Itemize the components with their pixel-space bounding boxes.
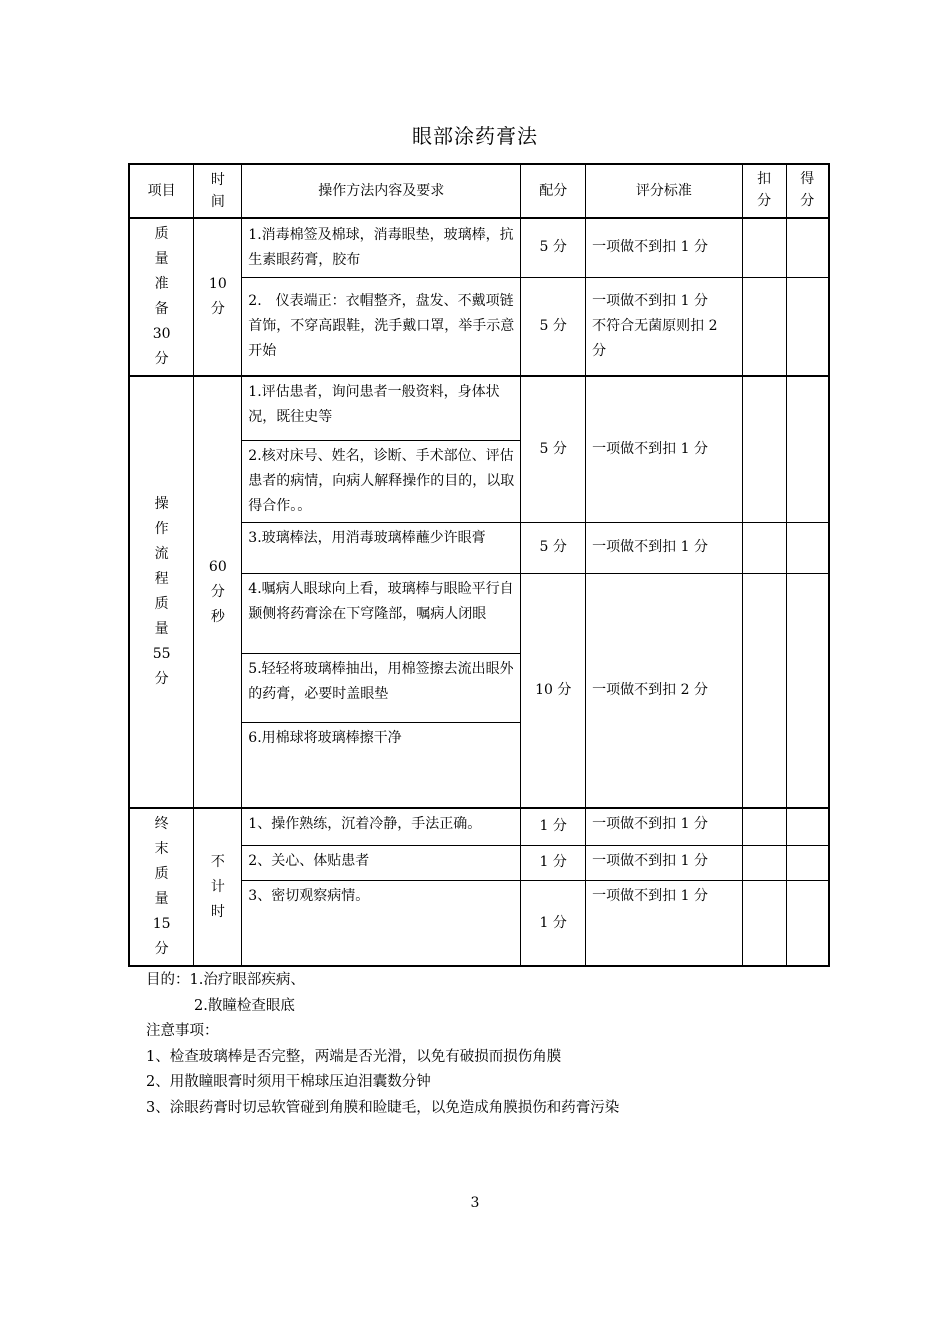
section-name: 操 作 流 程 质 量 55 分 [129, 376, 194, 808]
note-item: 3、涂眼药膏时切忌软管碰到角膜和睑睫毛，以免造成角膜损伤和药膏污染 [146, 1099, 620, 1116]
score-cell: 5 分 [521, 522, 586, 573]
content-cell: 2、关心、体贴患者 [242, 845, 521, 880]
header-item: 项目 [129, 164, 194, 218]
section-time: 不 计 时 [194, 808, 242, 966]
content-cell: 2. 仪表端正：衣帽整齐，盘发、不戴项链首饰，不穿高跟鞋，洗手戴口罩，举手示意开始 [242, 277, 521, 376]
attention-heading: 注意事项： [146, 1023, 219, 1039]
content-cell: 4.嘱病人眼球向上看，玻璃棒与眼睑平行自颞侧将药膏涂在下穹隆部，嘱病人闭眼 [242, 573, 521, 653]
score-cell: 1 分 [521, 808, 586, 845]
deduct-cell[interactable] [742, 376, 786, 522]
criteria-cell: 一项做不到扣 1 分 不符合无菌原则扣 2 分 [586, 277, 742, 376]
score-cell: 1 分 [521, 881, 586, 966]
score-cell: 1 分 [521, 845, 586, 880]
gain-cell[interactable] [786, 808, 829, 845]
content-cell: 3.玻璃棒法，用消毒玻璃棒蘸少许眼膏 [242, 522, 521, 573]
gain-cell[interactable] [786, 845, 829, 880]
score-cell: 10 分 [521, 573, 586, 808]
deduct-cell[interactable] [742, 845, 786, 880]
content-cell: 2.核对床号、姓名，诊断、手术部位、评估患者的病情，向病人解释操作的目的，以取得合作。。 [242, 440, 521, 522]
score-cell: 5 分 [521, 277, 586, 376]
notes-section [146, 968, 619, 1121]
header-score: 配分 [521, 164, 586, 218]
content-cell: 1.评估患者，询问患者一般资料，身体状况，既往史等 [242, 376, 521, 440]
scoring-table [128, 163, 830, 967]
purpose-line-2: 2.散瞳检查眼底 [194, 997, 295, 1014]
header-deduct: 扣 分 [742, 164, 786, 218]
note-item: 1、检查玻璃棒是否完整，两端是否光滑，以免有破损而损伤角膜 [146, 1048, 562, 1065]
header-gain: 得 分 [786, 164, 829, 218]
page-title: 眼部涂药膏法 [412, 124, 538, 148]
content-cell: 5.轻轻将玻璃棒抽出，用棉签擦去流出眼外的药膏，必要时盖眼垫 [242, 653, 521, 722]
criteria-cell: 一项做不到扣 1 分 [586, 522, 742, 573]
header-row [129, 164, 829, 218]
criteria-cell: 一项做不到扣 1 分 [586, 376, 742, 522]
gain-cell[interactable] [786, 277, 829, 376]
criteria-cell: 一项做不到扣 1 分 [586, 845, 742, 880]
note-item: 2、用散瞳眼膏时须用干棉球压迫泪囊数分钟 [146, 1074, 431, 1090]
criteria-cell: 一项做不到扣 1 分 [586, 808, 742, 845]
deduct-cell[interactable] [742, 218, 786, 277]
purpose-line-1: 目的：1.治疗眼部疾病、 [146, 972, 305, 988]
content-cell: 1、操作熟练，沉着冷静，手法正确。 [242, 808, 521, 845]
score-cell: 5 分 [521, 218, 586, 277]
header-time: 时 间 [194, 164, 242, 218]
criteria-cell: 一项做不到扣 1 分 [586, 881, 742, 966]
section-time: 10 分 [194, 218, 242, 376]
gain-cell[interactable] [786, 376, 829, 522]
score-cell: 5 分 [521, 376, 586, 522]
content-cell: 1.消毒棉签及棉球，消毒眼垫，玻璃棒，抗生素眼药膏，胶布 [242, 218, 521, 277]
criteria-cell: 一项做不到扣 2 分 [586, 573, 742, 808]
table-row [129, 218, 829, 277]
deduct-cell[interactable] [742, 881, 786, 966]
content-cell: 3、密切观察病情。 [242, 881, 521, 966]
table-row [129, 808, 829, 845]
gain-cell[interactable] [786, 881, 829, 966]
header-content: 操作方法内容及要求 [242, 164, 521, 218]
deduct-cell[interactable] [742, 573, 786, 808]
deduct-cell[interactable] [742, 808, 786, 845]
section-name: 终 末 质 量 15 分 [129, 808, 194, 966]
table-row [129, 376, 829, 440]
deduct-cell[interactable] [742, 277, 786, 376]
content-cell: 6.用棉球将玻璃棒擦干净 [242, 722, 521, 808]
header-criteria: 评分标准 [586, 164, 742, 218]
page-number: 3 [470, 1195, 480, 1211]
section-name: 质 量 准 备 30 分 [129, 218, 194, 376]
criteria-cell: 一项做不到扣 1 分 [586, 218, 742, 277]
gain-cell[interactable] [786, 218, 829, 277]
deduct-cell[interactable] [742, 522, 786, 573]
section-time: 60 分 秒 [194, 376, 242, 808]
gain-cell[interactable] [786, 522, 829, 573]
gain-cell[interactable] [786, 573, 829, 808]
